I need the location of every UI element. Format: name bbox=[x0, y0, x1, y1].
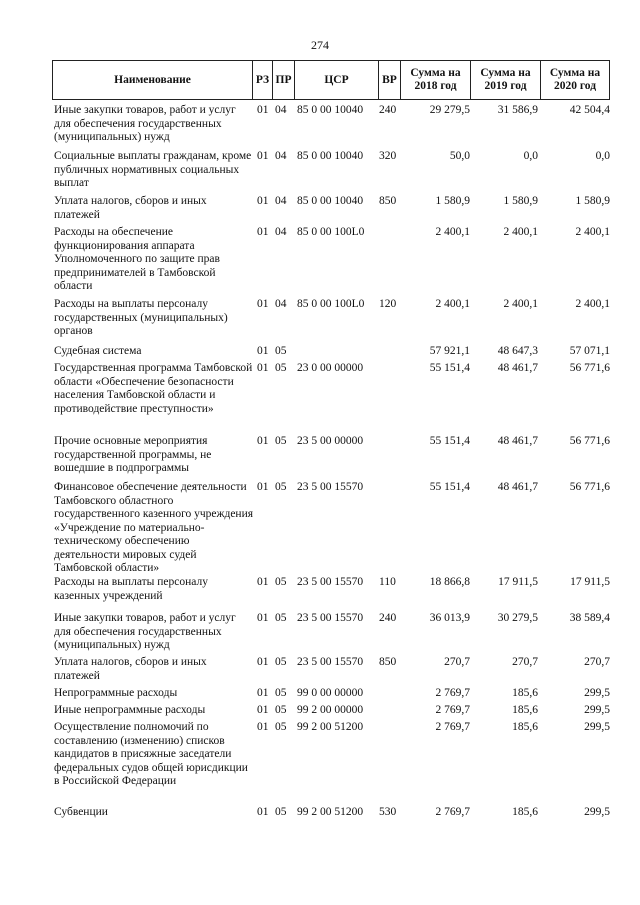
row-pr: 05 bbox=[275, 612, 287, 624]
row-sum-2020: 56 771,6 bbox=[569, 435, 610, 447]
row-rz: 01 bbox=[257, 806, 269, 818]
row-vr: 240 bbox=[379, 104, 397, 116]
row-sum-2018: 55 151,4 bbox=[429, 481, 470, 493]
row-sum-2019: 30 279,5 bbox=[497, 612, 538, 624]
row-sum-2020: 42 504,4 bbox=[569, 104, 610, 116]
row-vr: 850 bbox=[379, 195, 397, 207]
row-sum-2019: 17 911,5 bbox=[498, 576, 538, 588]
row-rz: 01 bbox=[257, 612, 269, 624]
row-sum-2019: 48 647,3 bbox=[497, 345, 538, 357]
row-pr: 05 bbox=[275, 806, 287, 818]
row-sum-2020: 2 400,1 bbox=[575, 226, 610, 238]
row-csr: 85 0 00 10040 bbox=[297, 195, 364, 207]
row-name: Прочие основные мероприятия государственной программы, не вошедшие в подпрограммы bbox=[54, 435, 212, 474]
table-header bbox=[52, 60, 610, 100]
row-vr: 850 bbox=[379, 656, 397, 668]
row-pr: 05 bbox=[275, 721, 287, 733]
row-rz: 01 bbox=[257, 345, 269, 357]
header-sum-2018: Сумма на 2018 год bbox=[401, 61, 471, 99]
row-sum-2018: 18 866,8 bbox=[429, 576, 470, 588]
row-sum-2018: 2 769,7 bbox=[435, 704, 470, 716]
row-name: Социальные выплаты гражданам, кроме публичных нормативных социальных выплат bbox=[54, 150, 252, 189]
row-rz: 01 bbox=[257, 435, 269, 447]
row-csr: 23 5 00 15570 bbox=[297, 612, 364, 624]
row-name: Финансовое обеспечение деятельности Тамбовского областного государственного казенного учреждения «Учреждение по материально-техническому обеспечению деятельности мировых судей Тамбовской области» bbox=[54, 481, 254, 574]
header-name: Наименование bbox=[53, 61, 253, 99]
row-csr: 99 2 00 51200 bbox=[297, 806, 364, 818]
row-csr: 85 0 00 10040 bbox=[297, 150, 364, 162]
row-sum-2020: 299,5 bbox=[584, 704, 610, 716]
row-pr: 04 bbox=[275, 298, 287, 310]
row-csr: 23 5 00 15570 bbox=[297, 481, 364, 493]
row-name: Расходы на выплаты персоналу казенных учреждений bbox=[54, 576, 208, 602]
row-sum-2020: 2 400,1 bbox=[575, 298, 610, 310]
row-csr: 99 0 00 00000 bbox=[297, 687, 364, 699]
row-pr: 04 bbox=[275, 195, 287, 207]
row-sum-2018: 2 400,1 bbox=[435, 226, 470, 238]
row-sum-2020: 38 589,4 bbox=[569, 612, 610, 624]
row-sum-2019: 1 580,9 bbox=[503, 195, 538, 207]
row-sum-2020: 17 911,5 bbox=[570, 576, 610, 588]
row-name: Непрограммные расходы bbox=[54, 687, 178, 699]
row-rz: 01 bbox=[257, 721, 269, 733]
row-sum-2020: 1 580,9 bbox=[575, 195, 610, 207]
row-name: Осуществление полномочий по составлению (изменению) списков кандидатов в присяжные заседатели федеральных судов общей юрисдикции в Российской Федерации bbox=[54, 721, 248, 787]
row-rz: 01 bbox=[257, 150, 269, 162]
row-rz: 01 bbox=[257, 576, 269, 588]
row-sum-2020: 299,5 bbox=[584, 806, 610, 818]
row-sum-2019: 185,6 bbox=[512, 806, 538, 818]
row-sum-2018: 57 921,1 bbox=[429, 345, 470, 357]
row-pr: 04 bbox=[275, 104, 287, 116]
row-name: Иные закупки товаров, работ и услуг для обеспечения государственных (муниципальных) нужд bbox=[54, 104, 236, 143]
row-sum-2020: 299,5 bbox=[584, 687, 610, 699]
row-vr: 320 bbox=[379, 150, 397, 162]
row-pr: 05 bbox=[275, 345, 287, 357]
header-vr: ВР bbox=[379, 61, 401, 99]
row-vr: 120 bbox=[379, 298, 397, 310]
row-sum-2018: 1 580,9 bbox=[435, 195, 470, 207]
row-sum-2018: 2 769,7 bbox=[435, 721, 470, 733]
row-sum-2019: 2 400,1 bbox=[503, 298, 538, 310]
row-rz: 01 bbox=[257, 481, 269, 493]
row-sum-2019: 48 461,7 bbox=[497, 435, 538, 447]
row-sum-2020: 56 771,6 bbox=[569, 362, 610, 374]
row-sum-2020: 56 771,6 bbox=[569, 481, 610, 493]
row-sum-2020: 0,0 bbox=[595, 150, 610, 162]
header-pr: ПР bbox=[273, 61, 295, 99]
row-sum-2019: 48 461,7 bbox=[497, 481, 538, 493]
row-sum-2019: 2 400,1 bbox=[503, 226, 538, 238]
row-name: Иные непрограммные расходы bbox=[54, 704, 206, 716]
row-sum-2020: 57 071,1 bbox=[569, 345, 610, 357]
row-sum-2019: 31 586,9 bbox=[497, 104, 538, 116]
row-rz: 01 bbox=[257, 226, 269, 238]
row-csr: 23 5 00 15570 bbox=[297, 576, 364, 588]
row-pr: 04 bbox=[275, 150, 287, 162]
row-rz: 01 bbox=[257, 298, 269, 310]
row-rz: 01 bbox=[257, 687, 269, 699]
row-name: Расходы на выплаты персоналу государственных (муниципальных) органов bbox=[54, 298, 228, 337]
page-number: 274 bbox=[311, 38, 329, 52]
row-pr: 05 bbox=[275, 481, 287, 493]
row-sum-2019: 185,6 bbox=[512, 687, 538, 699]
row-csr: 99 2 00 00000 bbox=[297, 704, 364, 716]
row-sum-2018: 55 151,4 bbox=[429, 435, 470, 447]
row-sum-2018: 2 769,7 bbox=[435, 687, 470, 699]
row-vr: 110 bbox=[379, 576, 396, 588]
row-csr: 85 0 00 100L0 bbox=[297, 226, 365, 238]
row-rz: 01 bbox=[257, 656, 269, 668]
row-vr: 240 bbox=[379, 612, 397, 624]
row-sum-2019: 48 461,7 bbox=[497, 362, 538, 374]
header-rz: РЗ bbox=[253, 61, 273, 99]
row-sum-2019: 185,6 bbox=[512, 704, 538, 716]
row-csr: 99 2 00 51200 bbox=[297, 721, 364, 733]
row-pr: 05 bbox=[275, 656, 287, 668]
row-csr: 85 0 00 100L0 bbox=[297, 298, 365, 310]
header-sum-2020: Сумма на 2020 год bbox=[549, 67, 601, 92]
row-rz: 01 bbox=[257, 362, 269, 374]
row-sum-2020: 270,7 bbox=[584, 656, 610, 668]
row-sum-2018: 50,0 bbox=[449, 150, 470, 162]
row-name: Государственная программа Тамбовской области «Обеспечение безопасности населения Тамбовской области и противодействие преступности» bbox=[54, 362, 253, 415]
row-sum-2018: 2 400,1 bbox=[435, 298, 470, 310]
row-pr: 05 bbox=[275, 362, 287, 374]
row-sum-2019: 0,0 bbox=[523, 150, 538, 162]
row-sum-2018: 55 151,4 bbox=[429, 362, 470, 374]
row-csr: 85 0 00 10040 bbox=[297, 104, 364, 116]
row-name: Расходы на обеспечение функционирования аппарата Уполномоченного по защите прав предпринимателей в Тамбовской области bbox=[54, 226, 220, 292]
row-name: Уплата налогов, сборов и иных платежей bbox=[54, 195, 207, 221]
row-pr: 04 bbox=[275, 226, 287, 238]
row-rz: 01 bbox=[257, 104, 269, 116]
row-name: Судебная система bbox=[54, 345, 142, 357]
row-name: Уплата налогов, сборов и иных платежей bbox=[54, 656, 207, 682]
row-vr: 530 bbox=[379, 806, 397, 818]
row-sum-2019: 185,6 bbox=[512, 721, 538, 733]
row-sum-2018: 36 013,9 bbox=[429, 612, 470, 624]
row-sum-2020: 299,5 bbox=[584, 721, 610, 733]
row-rz: 01 bbox=[257, 704, 269, 716]
row-pr: 05 bbox=[275, 704, 287, 716]
row-sum-2018: 270,7 bbox=[444, 656, 470, 668]
row-sum-2019: 270,7 bbox=[512, 656, 538, 668]
row-pr: 05 bbox=[275, 687, 287, 699]
row-csr: 23 5 00 00000 bbox=[297, 435, 364, 447]
header-sum-2019: Сумма на 2019 год bbox=[471, 61, 541, 99]
row-sum-2018: 29 279,5 bbox=[429, 104, 470, 116]
row-name: Иные закупки товаров, работ и услуг для обеспечения государственных (муниципальных) нужд bbox=[54, 612, 236, 651]
row-pr: 05 bbox=[275, 435, 287, 447]
row-rz: 01 bbox=[257, 195, 269, 207]
row-csr: 23 0 00 00000 bbox=[297, 362, 364, 374]
row-csr: 23 5 00 15570 bbox=[297, 656, 364, 668]
row-sum-2018: 2 769,7 bbox=[435, 806, 470, 818]
header-csr: ЦСР bbox=[295, 61, 379, 99]
row-name: Субвенции bbox=[54, 806, 108, 818]
row-pr: 05 bbox=[275, 576, 287, 588]
